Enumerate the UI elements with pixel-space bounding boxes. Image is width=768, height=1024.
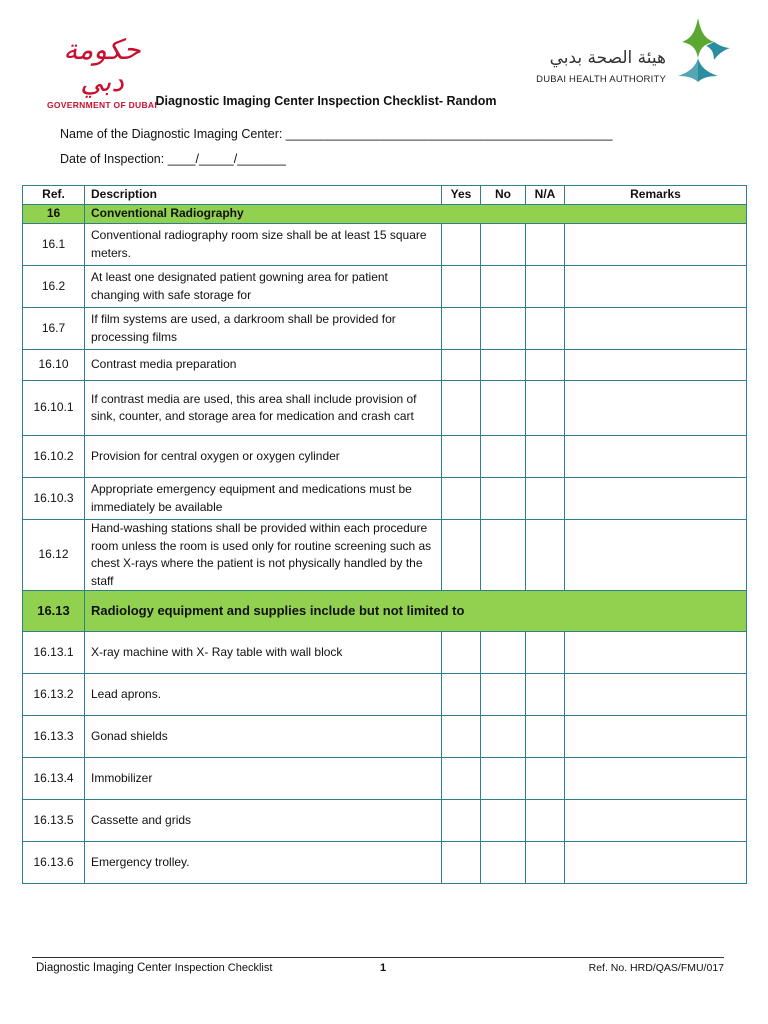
- row-description: If contrast media are used, this area shall include provision of sink, counter, and storage area for medication and crash cart: [85, 381, 442, 436]
- dha-logo-arabic: هيئة الصحة بدبي: [549, 48, 666, 68]
- row-ref: 16.13.2: [23, 674, 85, 716]
- row-description: Provision for central oxygen or oxygen cylinder: [85, 436, 442, 478]
- row-ref: 16.10.2: [23, 436, 85, 478]
- yes-cell[interactable]: [442, 674, 481, 716]
- na-cell[interactable]: [526, 800, 565, 842]
- remarks-cell[interactable]: [565, 674, 747, 716]
- row-ref: 16.13.3: [23, 716, 85, 758]
- gov-logo-arabic: حكومة دبي: [63, 33, 141, 98]
- dubai-health-authority-logo: [532, 18, 732, 88]
- no-cell[interactable]: [481, 674, 526, 716]
- yes-cell[interactable]: [442, 800, 481, 842]
- remarks-cell[interactable]: [565, 350, 747, 381]
- yes-cell[interactable]: [442, 716, 481, 758]
- remarks-cell[interactable]: [565, 478, 747, 520]
- header-ref: Ref.: [23, 186, 85, 205]
- yes-cell[interactable]: [442, 308, 481, 350]
- no-cell[interactable]: [481, 800, 526, 842]
- footer-title-rest: Inspection Checklist: [171, 962, 273, 974]
- remarks-cell[interactable]: [565, 632, 747, 674]
- table-row: [23, 381, 747, 436]
- yes-cell[interactable]: [442, 632, 481, 674]
- table-row: [23, 520, 747, 591]
- row-ref: 16: [23, 205, 85, 224]
- row-ref: 16.10.3: [23, 478, 85, 520]
- row-ref: 16.10: [23, 350, 85, 381]
- yes-cell[interactable]: [442, 758, 481, 800]
- na-cell[interactable]: [526, 381, 565, 436]
- dha-logo-english: DUBAI HEALTH AUTHORITY: [536, 74, 666, 85]
- row-description: Hand-washing stations shall be provided within each procedure room unless the room is used only for routine screening such as chest X-rays where the patient is not physically handled by the staff: [85, 520, 442, 591]
- row-ref: 16.10.1: [23, 381, 85, 436]
- center-name-field[interactable]: Name of the Diagnostic Imaging Center: _______________________________________________: [60, 127, 613, 141]
- na-cell[interactable]: [526, 266, 565, 308]
- table-row: [23, 842, 747, 884]
- na-cell[interactable]: [526, 674, 565, 716]
- section-row: [23, 205, 747, 224]
- table-header-row: [23, 186, 747, 205]
- yes-cell[interactable]: [442, 266, 481, 308]
- row-description: Conventional radiography room size shall be at least 15 square meters.: [85, 224, 442, 266]
- row-description: Appropriate emergency equipment and medications must be immediately be available: [85, 478, 442, 520]
- page-footer: [36, 962, 724, 974]
- row-ref: 16.7: [23, 308, 85, 350]
- no-cell[interactable]: [481, 381, 526, 436]
- table-row: [23, 266, 747, 308]
- row-ref: 16.13.6: [23, 842, 85, 884]
- row-ref: 16.13.1: [23, 632, 85, 674]
- remarks-cell[interactable]: [565, 308, 747, 350]
- row-description: Gonad shields: [85, 716, 442, 758]
- inspection-date-field[interactable]: Date of Inspection: ____/_____/_______: [60, 152, 286, 166]
- footer-title: [36, 962, 272, 974]
- no-cell[interactable]: [481, 224, 526, 266]
- footer-ref-number: Ref. No. HRD/QAS/FMU/017: [588, 962, 724, 974]
- yes-cell[interactable]: [442, 842, 481, 884]
- footer-page-number: 1: [380, 962, 387, 974]
- header-no: No: [481, 186, 526, 205]
- dha-emblem-icon: [668, 18, 730, 82]
- row-description: Radiology equipment and supplies include but not limited to: [85, 591, 747, 632]
- na-cell[interactable]: [526, 716, 565, 758]
- header-description: Description: [85, 186, 442, 205]
- no-cell[interactable]: [481, 478, 526, 520]
- na-cell[interactable]: [526, 632, 565, 674]
- no-cell[interactable]: [481, 632, 526, 674]
- row-ref: 16.13.4: [23, 758, 85, 800]
- row-description: Cassette and grids: [85, 800, 442, 842]
- yes-cell[interactable]: [442, 381, 481, 436]
- no-cell[interactable]: [481, 842, 526, 884]
- remarks-cell[interactable]: [565, 520, 747, 591]
- remarks-cell[interactable]: [565, 224, 747, 266]
- na-cell[interactable]: [526, 520, 565, 591]
- no-cell[interactable]: [481, 520, 526, 591]
- no-cell[interactable]: [481, 308, 526, 350]
- no-cell[interactable]: [481, 436, 526, 478]
- row-description: At least one designated patient gowning area for patient changing with safe storage for: [85, 266, 442, 308]
- no-cell[interactable]: [481, 350, 526, 381]
- row-ref: 16.13.5: [23, 800, 85, 842]
- header-remarks: Remarks: [565, 186, 747, 205]
- document-title: Diagnostic Imaging Center Inspection Checklist- Random: [155, 94, 497, 108]
- na-cell[interactable]: [526, 436, 565, 478]
- remarks-cell[interactable]: [565, 758, 747, 800]
- row-ref: 16.2: [23, 266, 85, 308]
- yes-cell[interactable]: [442, 350, 481, 381]
- table-row: [23, 758, 747, 800]
- no-cell[interactable]: [481, 758, 526, 800]
- table-row: [23, 308, 747, 350]
- row-description: Contrast media preparation: [85, 350, 442, 381]
- row-description: Immobilizer: [85, 758, 442, 800]
- remarks-cell[interactable]: [565, 436, 747, 478]
- remarks-cell[interactable]: [565, 800, 747, 842]
- inspection-checklist-table: [22, 185, 747, 884]
- remarks-cell[interactable]: [565, 381, 747, 436]
- header-na: N/A: [526, 186, 565, 205]
- footer-title-main: Diagnostic Imaging Center: [36, 962, 172, 974]
- row-description: X-ray machine with X- Ray table with wall block: [85, 632, 442, 674]
- na-cell[interactable]: [526, 842, 565, 884]
- table-row: [23, 224, 747, 266]
- footer-divider: [32, 957, 724, 958]
- no-cell[interactable]: [481, 266, 526, 308]
- remarks-cell[interactable]: [565, 842, 747, 884]
- yes-cell[interactable]: [442, 224, 481, 266]
- remarks-cell[interactable]: [565, 716, 747, 758]
- na-cell[interactable]: [526, 758, 565, 800]
- na-cell[interactable]: [526, 308, 565, 350]
- table-row: [23, 478, 747, 520]
- row-description: If film systems are used, a darkroom shall be provided for processing films: [85, 308, 442, 350]
- yes-cell[interactable]: [442, 478, 481, 520]
- header-yes: Yes: [442, 186, 481, 205]
- na-cell[interactable]: [526, 224, 565, 266]
- section-row: [23, 591, 747, 632]
- table-row: [23, 800, 747, 842]
- table-row: [23, 716, 747, 758]
- row-ref: 16.1: [23, 224, 85, 266]
- na-cell[interactable]: [526, 478, 565, 520]
- no-cell[interactable]: [481, 716, 526, 758]
- row-ref: 16.13: [23, 591, 85, 632]
- table-row: [23, 436, 747, 478]
- row-description: Lead aprons.: [85, 674, 442, 716]
- table-row: [23, 632, 747, 674]
- table-row: [23, 350, 747, 381]
- na-cell[interactable]: [526, 350, 565, 381]
- yes-cell[interactable]: [442, 520, 481, 591]
- yes-cell[interactable]: [442, 436, 481, 478]
- remarks-cell[interactable]: [565, 266, 747, 308]
- table-row: [23, 674, 747, 716]
- row-description: Emergency trolley.: [85, 842, 442, 884]
- gov-logo-english: GOVERNMENT OF DUBAI: [46, 100, 158, 110]
- row-description: Conventional Radiography: [85, 205, 747, 224]
- row-ref: 16.12: [23, 520, 85, 591]
